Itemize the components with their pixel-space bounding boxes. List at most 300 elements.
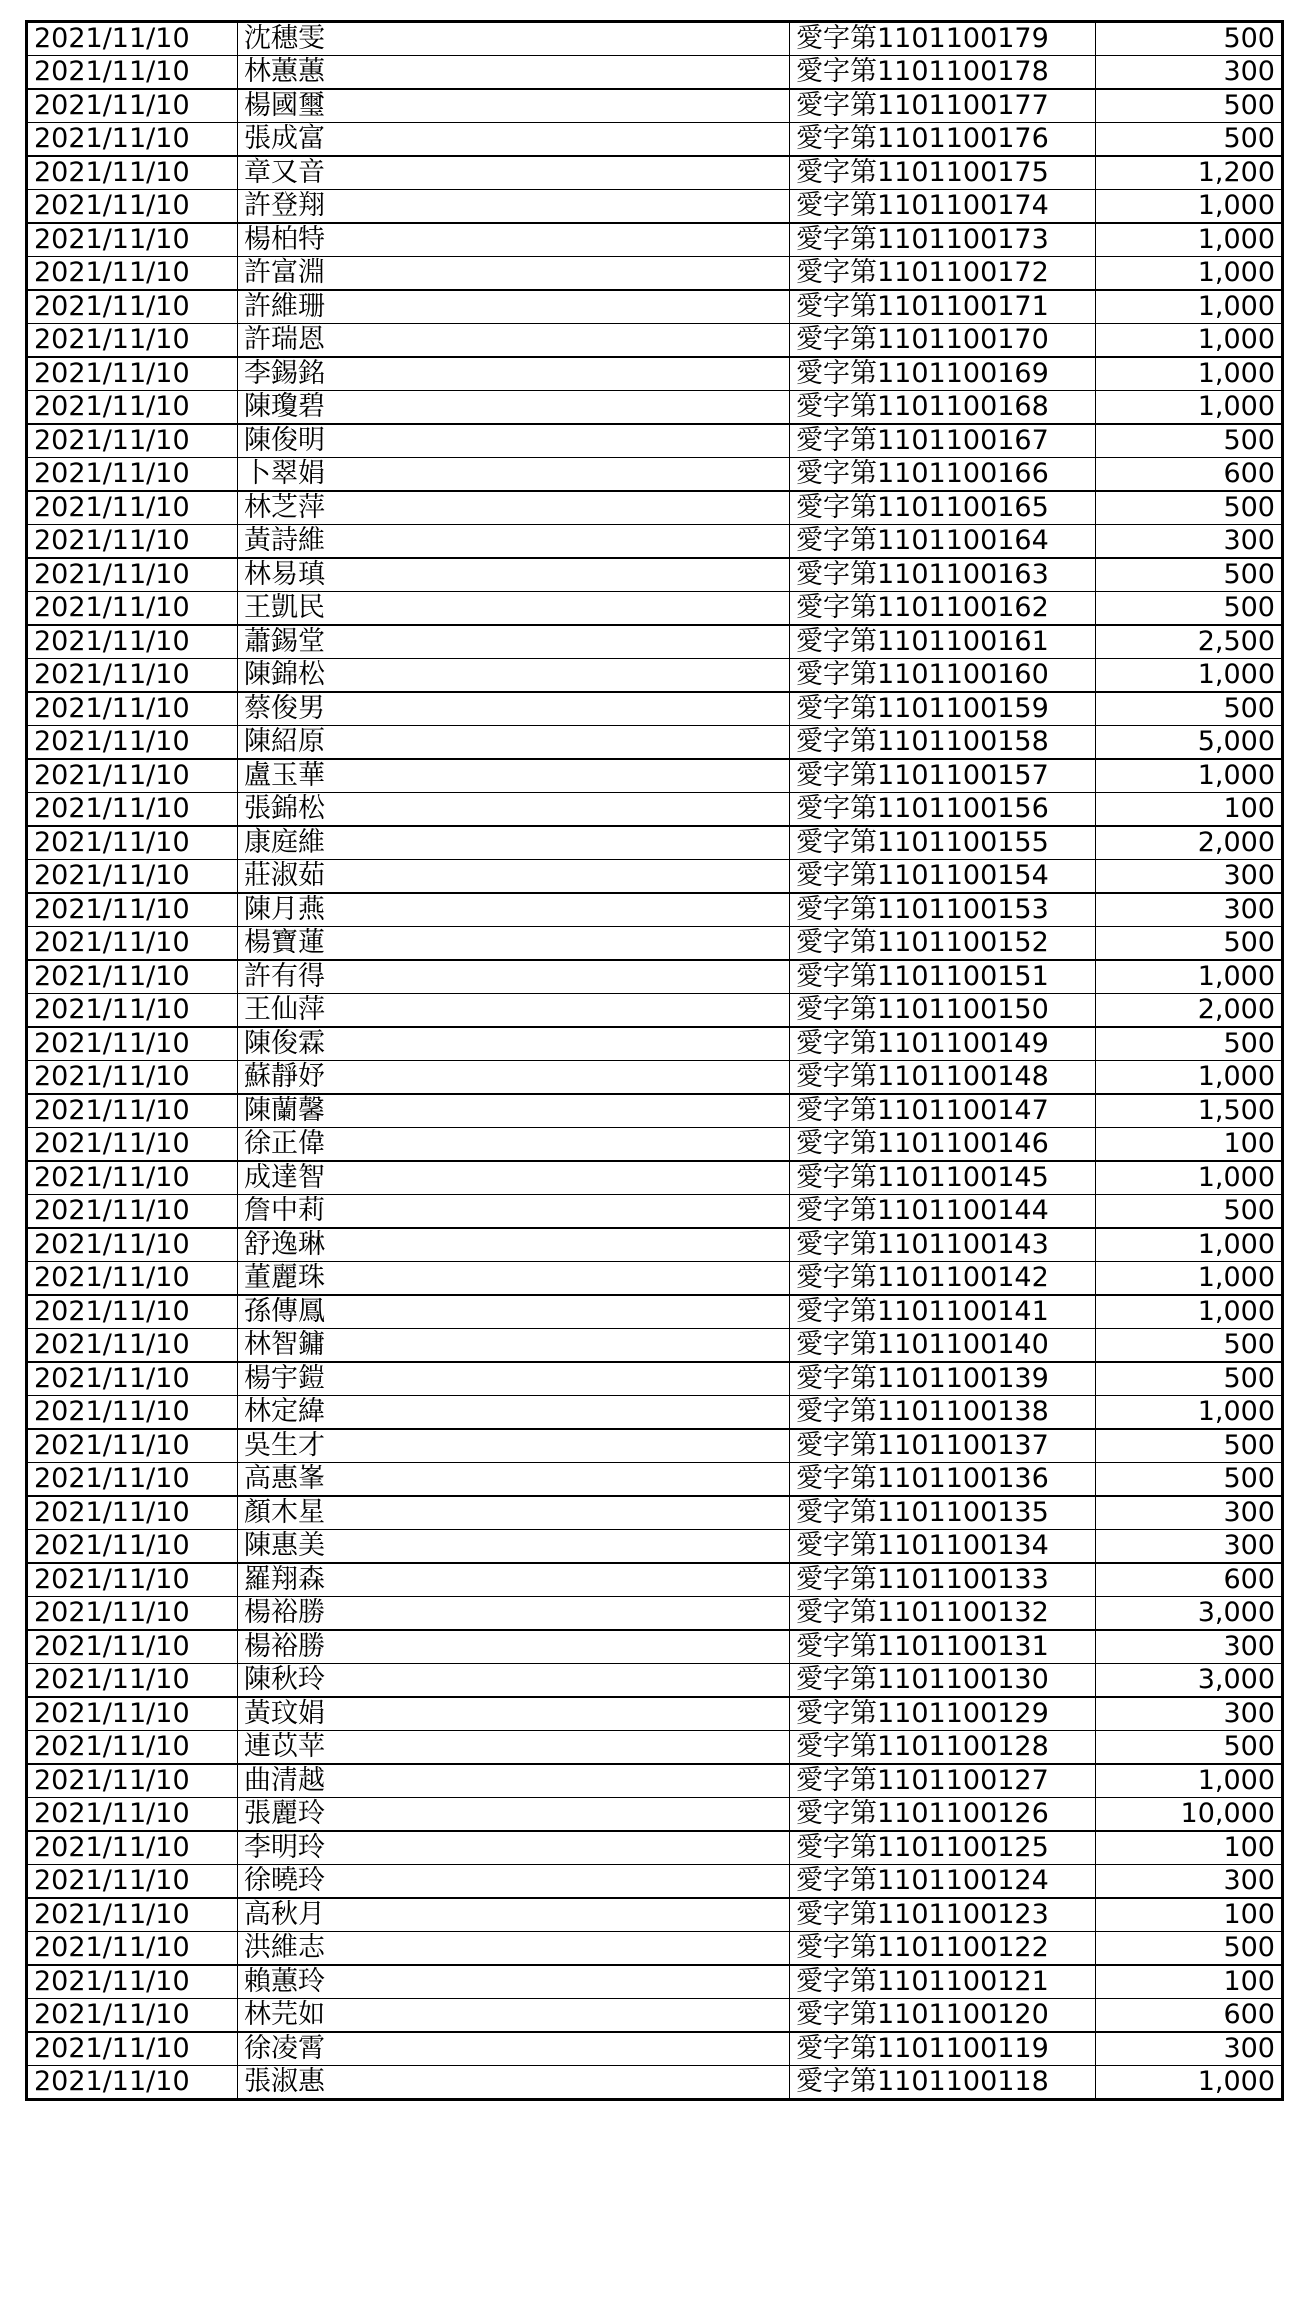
date-cell: 2021/11/10	[27, 558, 238, 592]
date-cell: 2021/11/10	[27, 1027, 238, 1061]
donor-name-cell: 張成富	[238, 123, 790, 157]
receipt-number-cell: 愛字第1101100134	[790, 1530, 1096, 1564]
receipt-number-cell: 愛字第1101100161	[790, 625, 1096, 659]
receipt-number-cell: 愛字第1101100125	[790, 1831, 1096, 1865]
receipt-number-cell: 愛字第1101100171	[790, 290, 1096, 324]
donor-name-cell: 林芝萍	[238, 491, 790, 525]
date-cell: 2021/11/10	[27, 1262, 238, 1296]
donor-name-cell: 林蕙蕙	[238, 56, 790, 90]
table-row	[27, 1597, 1283, 1631]
donor-name-cell: 徐凌霄	[238, 2032, 790, 2066]
table-row	[27, 994, 1283, 1028]
table-row	[27, 793, 1283, 827]
donor-name-cell: 詹中莉	[238, 1195, 790, 1229]
date-cell: 2021/11/10	[27, 860, 238, 894]
table-row	[27, 1262, 1283, 1296]
amount-cell: 600	[1096, 1999, 1283, 2033]
donor-name-cell: 吳生才	[238, 1429, 790, 1463]
date-cell: 2021/11/10	[27, 491, 238, 525]
table-row	[27, 357, 1283, 391]
date-cell: 2021/11/10	[27, 1161, 238, 1195]
amount-cell: 500	[1096, 123, 1283, 157]
table-row	[27, 156, 1283, 190]
amount-cell: 500	[1096, 1362, 1283, 1396]
receipt-number-cell: 愛字第1101100120	[790, 1999, 1096, 2033]
amount-cell: 500	[1096, 927, 1283, 961]
table-row	[27, 1161, 1283, 1195]
donor-name-cell: 楊裕勝	[238, 1597, 790, 1631]
table-row	[27, 424, 1283, 458]
table-row	[27, 190, 1283, 224]
receipt-number-cell: 愛字第1101100118	[790, 2066, 1096, 2100]
receipt-number-cell: 愛字第1101100152	[790, 927, 1096, 961]
date-cell: 2021/11/10	[27, 1530, 238, 1564]
table-row	[27, 860, 1283, 894]
amount-cell: 1,000	[1096, 1161, 1283, 1195]
amount-cell: 1,500	[1096, 1094, 1283, 1128]
amount-cell: 100	[1096, 1898, 1283, 1932]
table-row	[27, 558, 1283, 592]
table-row	[27, 1195, 1283, 1229]
donor-name-cell: 陳秋玲	[238, 1664, 790, 1698]
donor-name-cell: 蔡俊男	[238, 692, 790, 726]
amount-cell: 100	[1096, 793, 1283, 827]
donor-name-cell: 張淑惠	[238, 2066, 790, 2100]
receipt-number-cell: 愛字第1101100163	[790, 558, 1096, 592]
amount-cell: 300	[1096, 1630, 1283, 1664]
receipt-number-cell: 愛字第1101100123	[790, 1898, 1096, 1932]
donor-name-cell: 連苡苹	[238, 1731, 790, 1765]
receipt-number-cell: 愛字第1101100148	[790, 1061, 1096, 1095]
date-cell: 2021/11/10	[27, 1295, 238, 1329]
receipt-number-cell: 愛字第1101100145	[790, 1161, 1096, 1195]
donor-name-cell: 賴蕙玲	[238, 1965, 790, 1999]
donor-name-cell: 成達智	[238, 1161, 790, 1195]
donor-name-cell: 高惠峯	[238, 1463, 790, 1497]
receipt-number-cell: 愛字第1101100128	[790, 1731, 1096, 1765]
receipt-number-cell: 愛字第1101100162	[790, 592, 1096, 626]
amount-cell: 1,000	[1096, 759, 1283, 793]
donor-name-cell: 孫傳鳳	[238, 1295, 790, 1329]
date-cell: 2021/11/10	[27, 1630, 238, 1664]
date-cell: 2021/11/10	[27, 2066, 238, 2100]
date-cell: 2021/11/10	[27, 424, 238, 458]
amount-cell: 1,000	[1096, 324, 1283, 358]
donor-name-cell: 王凱民	[238, 592, 790, 626]
date-cell: 2021/11/10	[27, 1932, 238, 1966]
donor-name-cell: 黃詩維	[238, 525, 790, 559]
receipt-number-cell: 愛字第1101100164	[790, 525, 1096, 559]
table-row	[27, 1731, 1283, 1765]
donor-name-cell: 徐曉玲	[238, 1865, 790, 1899]
receipt-number-cell: 愛字第1101100135	[790, 1496, 1096, 1530]
donor-name-cell: 陳惠美	[238, 1530, 790, 1564]
amount-cell: 10,000	[1096, 1798, 1283, 1832]
table-row	[27, 692, 1283, 726]
amount-cell: 500	[1096, 22, 1283, 56]
amount-cell: 500	[1096, 1027, 1283, 1061]
date-cell: 2021/11/10	[27, 1195, 238, 1229]
receipt-number-cell: 愛字第1101100167	[790, 424, 1096, 458]
donor-name-cell: 王仙萍	[238, 994, 790, 1028]
table-row	[27, 1128, 1283, 1162]
amount-cell: 300	[1096, 1496, 1283, 1530]
amount-cell: 1,200	[1096, 156, 1283, 190]
donor-name-cell: 蘇靜妤	[238, 1061, 790, 1095]
amount-cell: 1,000	[1096, 1061, 1283, 1095]
amount-cell: 3,000	[1096, 1664, 1283, 1698]
receipt-number-cell: 愛字第1101100166	[790, 458, 1096, 492]
amount-cell: 5,000	[1096, 726, 1283, 760]
donor-name-cell: 徐正偉	[238, 1128, 790, 1162]
donor-name-cell: 許登翔	[238, 190, 790, 224]
date-cell: 2021/11/10	[27, 1362, 238, 1396]
date-cell: 2021/11/10	[27, 659, 238, 693]
date-cell: 2021/11/10	[27, 1597, 238, 1631]
amount-cell: 500	[1096, 1429, 1283, 1463]
donor-name-cell: 楊柏特	[238, 223, 790, 257]
amount-cell: 1,000	[1096, 2066, 1283, 2100]
donor-name-cell: 康庭維	[238, 826, 790, 860]
amount-cell: 100	[1096, 1831, 1283, 1865]
amount-cell: 100	[1096, 1128, 1283, 1162]
table-row	[27, 927, 1283, 961]
date-cell: 2021/11/10	[27, 1128, 238, 1162]
donor-name-cell: 楊裕勝	[238, 1630, 790, 1664]
receipt-number-cell: 愛字第1101100144	[790, 1195, 1096, 1229]
amount-cell: 1,000	[1096, 257, 1283, 291]
donor-name-cell: 陳瓊碧	[238, 391, 790, 425]
date-cell: 2021/11/10	[27, 1731, 238, 1765]
amount-cell: 300	[1096, 893, 1283, 927]
receipt-number-cell: 愛字第1101100178	[790, 56, 1096, 90]
receipt-number-cell: 愛字第1101100150	[790, 994, 1096, 1028]
receipt-number-cell: 愛字第1101100137	[790, 1429, 1096, 1463]
receipt-number-cell: 愛字第1101100127	[790, 1764, 1096, 1798]
amount-cell: 500	[1096, 558, 1283, 592]
table-row	[27, 491, 1283, 525]
amount-cell: 1,000	[1096, 1228, 1283, 1262]
donor-name-cell: 舒逸琳	[238, 1228, 790, 1262]
receipt-number-cell: 愛字第1101100157	[790, 759, 1096, 793]
amount-cell: 2,000	[1096, 826, 1283, 860]
receipt-number-cell: 愛字第1101100139	[790, 1362, 1096, 1396]
table-row	[27, 1664, 1283, 1698]
date-cell: 2021/11/10	[27, 1798, 238, 1832]
table-row	[27, 1865, 1283, 1899]
receipt-number-cell: 愛字第1101100122	[790, 1932, 1096, 1966]
donor-name-cell: 羅翔森	[238, 1563, 790, 1597]
table-row	[27, 625, 1283, 659]
table-row	[27, 257, 1283, 291]
receipt-number-cell: 愛字第1101100156	[790, 793, 1096, 827]
date-cell: 2021/11/10	[27, 759, 238, 793]
donation-ledger-table	[25, 20, 1284, 2101]
date-cell: 2021/11/10	[27, 1664, 238, 1698]
amount-cell: 500	[1096, 491, 1283, 525]
date-cell: 2021/11/10	[27, 1999, 238, 2033]
receipt-number-cell: 愛字第1101100142	[790, 1262, 1096, 1296]
table-row	[27, 1496, 1283, 1530]
date-cell: 2021/11/10	[27, 458, 238, 492]
amount-cell: 1,000	[1096, 1396, 1283, 1430]
date-cell: 2021/11/10	[27, 893, 238, 927]
receipt-number-cell: 愛字第1101100124	[790, 1865, 1096, 1899]
donor-name-cell: 林芫如	[238, 1999, 790, 2033]
table-row	[27, 2066, 1283, 2100]
table-row	[27, 324, 1283, 358]
date-cell: 2021/11/10	[27, 391, 238, 425]
amount-cell: 600	[1096, 458, 1283, 492]
donor-name-cell: 張麗玲	[238, 1798, 790, 1832]
date-cell: 2021/11/10	[27, 1764, 238, 1798]
receipt-number-cell: 愛字第1101100131	[790, 1630, 1096, 1664]
table-row	[27, 759, 1283, 793]
receipt-number-cell: 愛字第1101100126	[790, 1798, 1096, 1832]
donor-name-cell: 章又音	[238, 156, 790, 190]
date-cell: 2021/11/10	[27, 692, 238, 726]
table-row	[27, 290, 1283, 324]
amount-cell: 300	[1096, 525, 1283, 559]
date-cell: 2021/11/10	[27, 1396, 238, 1430]
amount-cell: 1,000	[1096, 1262, 1283, 1296]
date-cell: 2021/11/10	[27, 1697, 238, 1731]
amount-cell: 1,000	[1096, 1295, 1283, 1329]
receipt-number-cell: 愛字第1101100175	[790, 156, 1096, 190]
donor-name-cell: 楊宇鎧	[238, 1362, 790, 1396]
table-row	[27, 1429, 1283, 1463]
table-row	[27, 659, 1283, 693]
receipt-number-cell: 愛字第1101100165	[790, 491, 1096, 525]
amount-cell: 300	[1096, 56, 1283, 90]
donor-name-cell: 許富淵	[238, 257, 790, 291]
donor-name-cell: 陳錦松	[238, 659, 790, 693]
amount-cell: 2,000	[1096, 994, 1283, 1028]
table-row	[27, 223, 1283, 257]
receipt-number-cell: 愛字第1101100136	[790, 1463, 1096, 1497]
date-cell: 2021/11/10	[27, 156, 238, 190]
receipt-number-cell: 愛字第1101100140	[790, 1329, 1096, 1363]
receipt-number-cell: 愛字第1101100173	[790, 223, 1096, 257]
amount-cell: 1,000	[1096, 1764, 1283, 1798]
donor-name-cell: 沈穗雯	[238, 22, 790, 56]
date-cell: 2021/11/10	[27, 290, 238, 324]
amount-cell: 500	[1096, 1463, 1283, 1497]
receipt-number-cell: 愛字第1101100138	[790, 1396, 1096, 1430]
date-cell: 2021/11/10	[27, 89, 238, 123]
amount-cell: 500	[1096, 89, 1283, 123]
table-row	[27, 1831, 1283, 1865]
date-cell: 2021/11/10	[27, 1898, 238, 1932]
table-row	[27, 893, 1283, 927]
table-row	[27, 22, 1283, 56]
donor-name-cell: 董麗珠	[238, 1262, 790, 1296]
table-row	[27, 1362, 1283, 1396]
donor-name-cell: 陳月燕	[238, 893, 790, 927]
amount-cell: 1,000	[1096, 290, 1283, 324]
amount-cell: 500	[1096, 692, 1283, 726]
receipt-number-cell: 愛字第1101100172	[790, 257, 1096, 291]
table-row	[27, 56, 1283, 90]
table-row	[27, 1630, 1283, 1664]
amount-cell: 500	[1096, 592, 1283, 626]
table-row	[27, 1932, 1283, 1966]
donor-name-cell: 林智鏞	[238, 1329, 790, 1363]
donor-name-cell: 蕭錫堂	[238, 625, 790, 659]
receipt-number-cell: 愛字第1101100159	[790, 692, 1096, 726]
table-row	[27, 826, 1283, 860]
amount-cell: 2,500	[1096, 625, 1283, 659]
amount-cell: 300	[1096, 1865, 1283, 1899]
date-cell: 2021/11/10	[27, 960, 238, 994]
receipt-number-cell: 愛字第1101100158	[790, 726, 1096, 760]
donor-name-cell: 許瑞恩	[238, 324, 790, 358]
donor-name-cell: 黃玟娟	[238, 1697, 790, 1731]
donor-name-cell: 李錫銘	[238, 357, 790, 391]
receipt-number-cell: 愛字第1101100154	[790, 860, 1096, 894]
amount-cell: 1,000	[1096, 391, 1283, 425]
donor-name-cell: 陳俊霖	[238, 1027, 790, 1061]
donor-name-cell: 卜翠娟	[238, 458, 790, 492]
date-cell: 2021/11/10	[27, 357, 238, 391]
receipt-number-cell: 愛字第1101100151	[790, 960, 1096, 994]
date-cell: 2021/11/10	[27, 223, 238, 257]
amount-cell: 500	[1096, 1932, 1283, 1966]
amount-cell: 100	[1096, 1965, 1283, 1999]
amount-cell: 300	[1096, 2032, 1283, 2066]
donor-name-cell: 顏木星	[238, 1496, 790, 1530]
table-row	[27, 1563, 1283, 1597]
date-cell: 2021/11/10	[27, 190, 238, 224]
amount-cell: 300	[1096, 1530, 1283, 1564]
table-row	[27, 1396, 1283, 1430]
date-cell: 2021/11/10	[27, 793, 238, 827]
receipt-number-cell: 愛字第1101100155	[790, 826, 1096, 860]
amount-cell: 1,000	[1096, 357, 1283, 391]
date-cell: 2021/11/10	[27, 726, 238, 760]
receipt-number-cell: 愛字第1101100143	[790, 1228, 1096, 1262]
receipt-number-cell: 愛字第1101100130	[790, 1664, 1096, 1698]
date-cell: 2021/11/10	[27, 1496, 238, 1530]
amount-cell: 600	[1096, 1563, 1283, 1597]
receipt-number-cell: 愛字第1101100133	[790, 1563, 1096, 1597]
receipt-number-cell: 愛字第1101100141	[790, 1295, 1096, 1329]
receipt-number-cell: 愛字第1101100121	[790, 1965, 1096, 1999]
date-cell: 2021/11/10	[27, 1463, 238, 1497]
date-cell: 2021/11/10	[27, 324, 238, 358]
donor-name-cell: 陳紹原	[238, 726, 790, 760]
date-cell: 2021/11/10	[27, 927, 238, 961]
table-row	[27, 89, 1283, 123]
table-row	[27, 1027, 1283, 1061]
receipt-number-cell: 愛字第1101100169	[790, 357, 1096, 391]
donor-name-cell: 楊國璽	[238, 89, 790, 123]
date-cell: 2021/11/10	[27, 994, 238, 1028]
amount-cell: 1,000	[1096, 659, 1283, 693]
table-row	[27, 458, 1283, 492]
receipt-number-cell: 愛字第1101100147	[790, 1094, 1096, 1128]
date-cell: 2021/11/10	[27, 1228, 238, 1262]
table-row	[27, 123, 1283, 157]
ledger-body	[27, 22, 1283, 2100]
date-cell: 2021/11/10	[27, 592, 238, 626]
donor-name-cell: 莊淑茹	[238, 860, 790, 894]
table-row	[27, 1798, 1283, 1832]
table-row	[27, 1764, 1283, 1798]
amount-cell: 500	[1096, 424, 1283, 458]
receipt-number-cell: 愛字第1101100168	[790, 391, 1096, 425]
date-cell: 2021/11/10	[27, 22, 238, 56]
amount-cell: 500	[1096, 1329, 1283, 1363]
amount-cell: 300	[1096, 860, 1283, 894]
table-row	[27, 525, 1283, 559]
amount-cell: 300	[1096, 1697, 1283, 1731]
date-cell: 2021/11/10	[27, 1061, 238, 1095]
receipt-number-cell: 愛字第1101100176	[790, 123, 1096, 157]
amount-cell: 500	[1096, 1731, 1283, 1765]
table-row	[27, 1463, 1283, 1497]
amount-cell: 3,000	[1096, 1597, 1283, 1631]
table-row	[27, 726, 1283, 760]
date-cell: 2021/11/10	[27, 1965, 238, 1999]
date-cell: 2021/11/10	[27, 1563, 238, 1597]
date-cell: 2021/11/10	[27, 1429, 238, 1463]
table-row	[27, 1228, 1283, 1262]
donor-name-cell: 張錦松	[238, 793, 790, 827]
table-row	[27, 1965, 1283, 1999]
date-cell: 2021/11/10	[27, 525, 238, 559]
donor-name-cell: 曲清越	[238, 1764, 790, 1798]
table-row	[27, 1999, 1283, 2033]
table-row	[27, 1530, 1283, 1564]
donor-name-cell: 林易瑱	[238, 558, 790, 592]
table-row	[27, 1697, 1283, 1731]
date-cell: 2021/11/10	[27, 123, 238, 157]
receipt-number-cell: 愛字第1101100132	[790, 1597, 1096, 1631]
table-row	[27, 1094, 1283, 1128]
date-cell: 2021/11/10	[27, 2032, 238, 2066]
receipt-number-cell: 愛字第1101100160	[790, 659, 1096, 693]
table-row	[27, 391, 1283, 425]
date-cell: 2021/11/10	[27, 1329, 238, 1363]
table-row	[27, 1295, 1283, 1329]
date-cell: 2021/11/10	[27, 56, 238, 90]
receipt-number-cell: 愛字第1101100179	[790, 22, 1096, 56]
donor-name-cell: 陳俊明	[238, 424, 790, 458]
donor-name-cell: 林定緯	[238, 1396, 790, 1430]
donor-name-cell: 洪維志	[238, 1932, 790, 1966]
donor-name-cell: 高秋月	[238, 1898, 790, 1932]
amount-cell: 1,000	[1096, 190, 1283, 224]
amount-cell: 1,000	[1096, 223, 1283, 257]
receipt-number-cell: 愛字第1101100146	[790, 1128, 1096, 1162]
receipt-number-cell: 愛字第1101100177	[790, 89, 1096, 123]
table-row	[27, 1061, 1283, 1095]
date-cell: 2021/11/10	[27, 1094, 238, 1128]
donor-name-cell: 許有得	[238, 960, 790, 994]
receipt-number-cell: 愛字第1101100149	[790, 1027, 1096, 1061]
date-cell: 2021/11/10	[27, 1865, 238, 1899]
table-row	[27, 1898, 1283, 1932]
donor-name-cell: 陳蘭馨	[238, 1094, 790, 1128]
receipt-number-cell: 愛字第1101100129	[790, 1697, 1096, 1731]
table-row	[27, 2032, 1283, 2066]
date-cell: 2021/11/10	[27, 826, 238, 860]
amount-cell: 500	[1096, 1195, 1283, 1229]
date-cell: 2021/11/10	[27, 1831, 238, 1865]
table-row	[27, 592, 1283, 626]
date-cell: 2021/11/10	[27, 625, 238, 659]
